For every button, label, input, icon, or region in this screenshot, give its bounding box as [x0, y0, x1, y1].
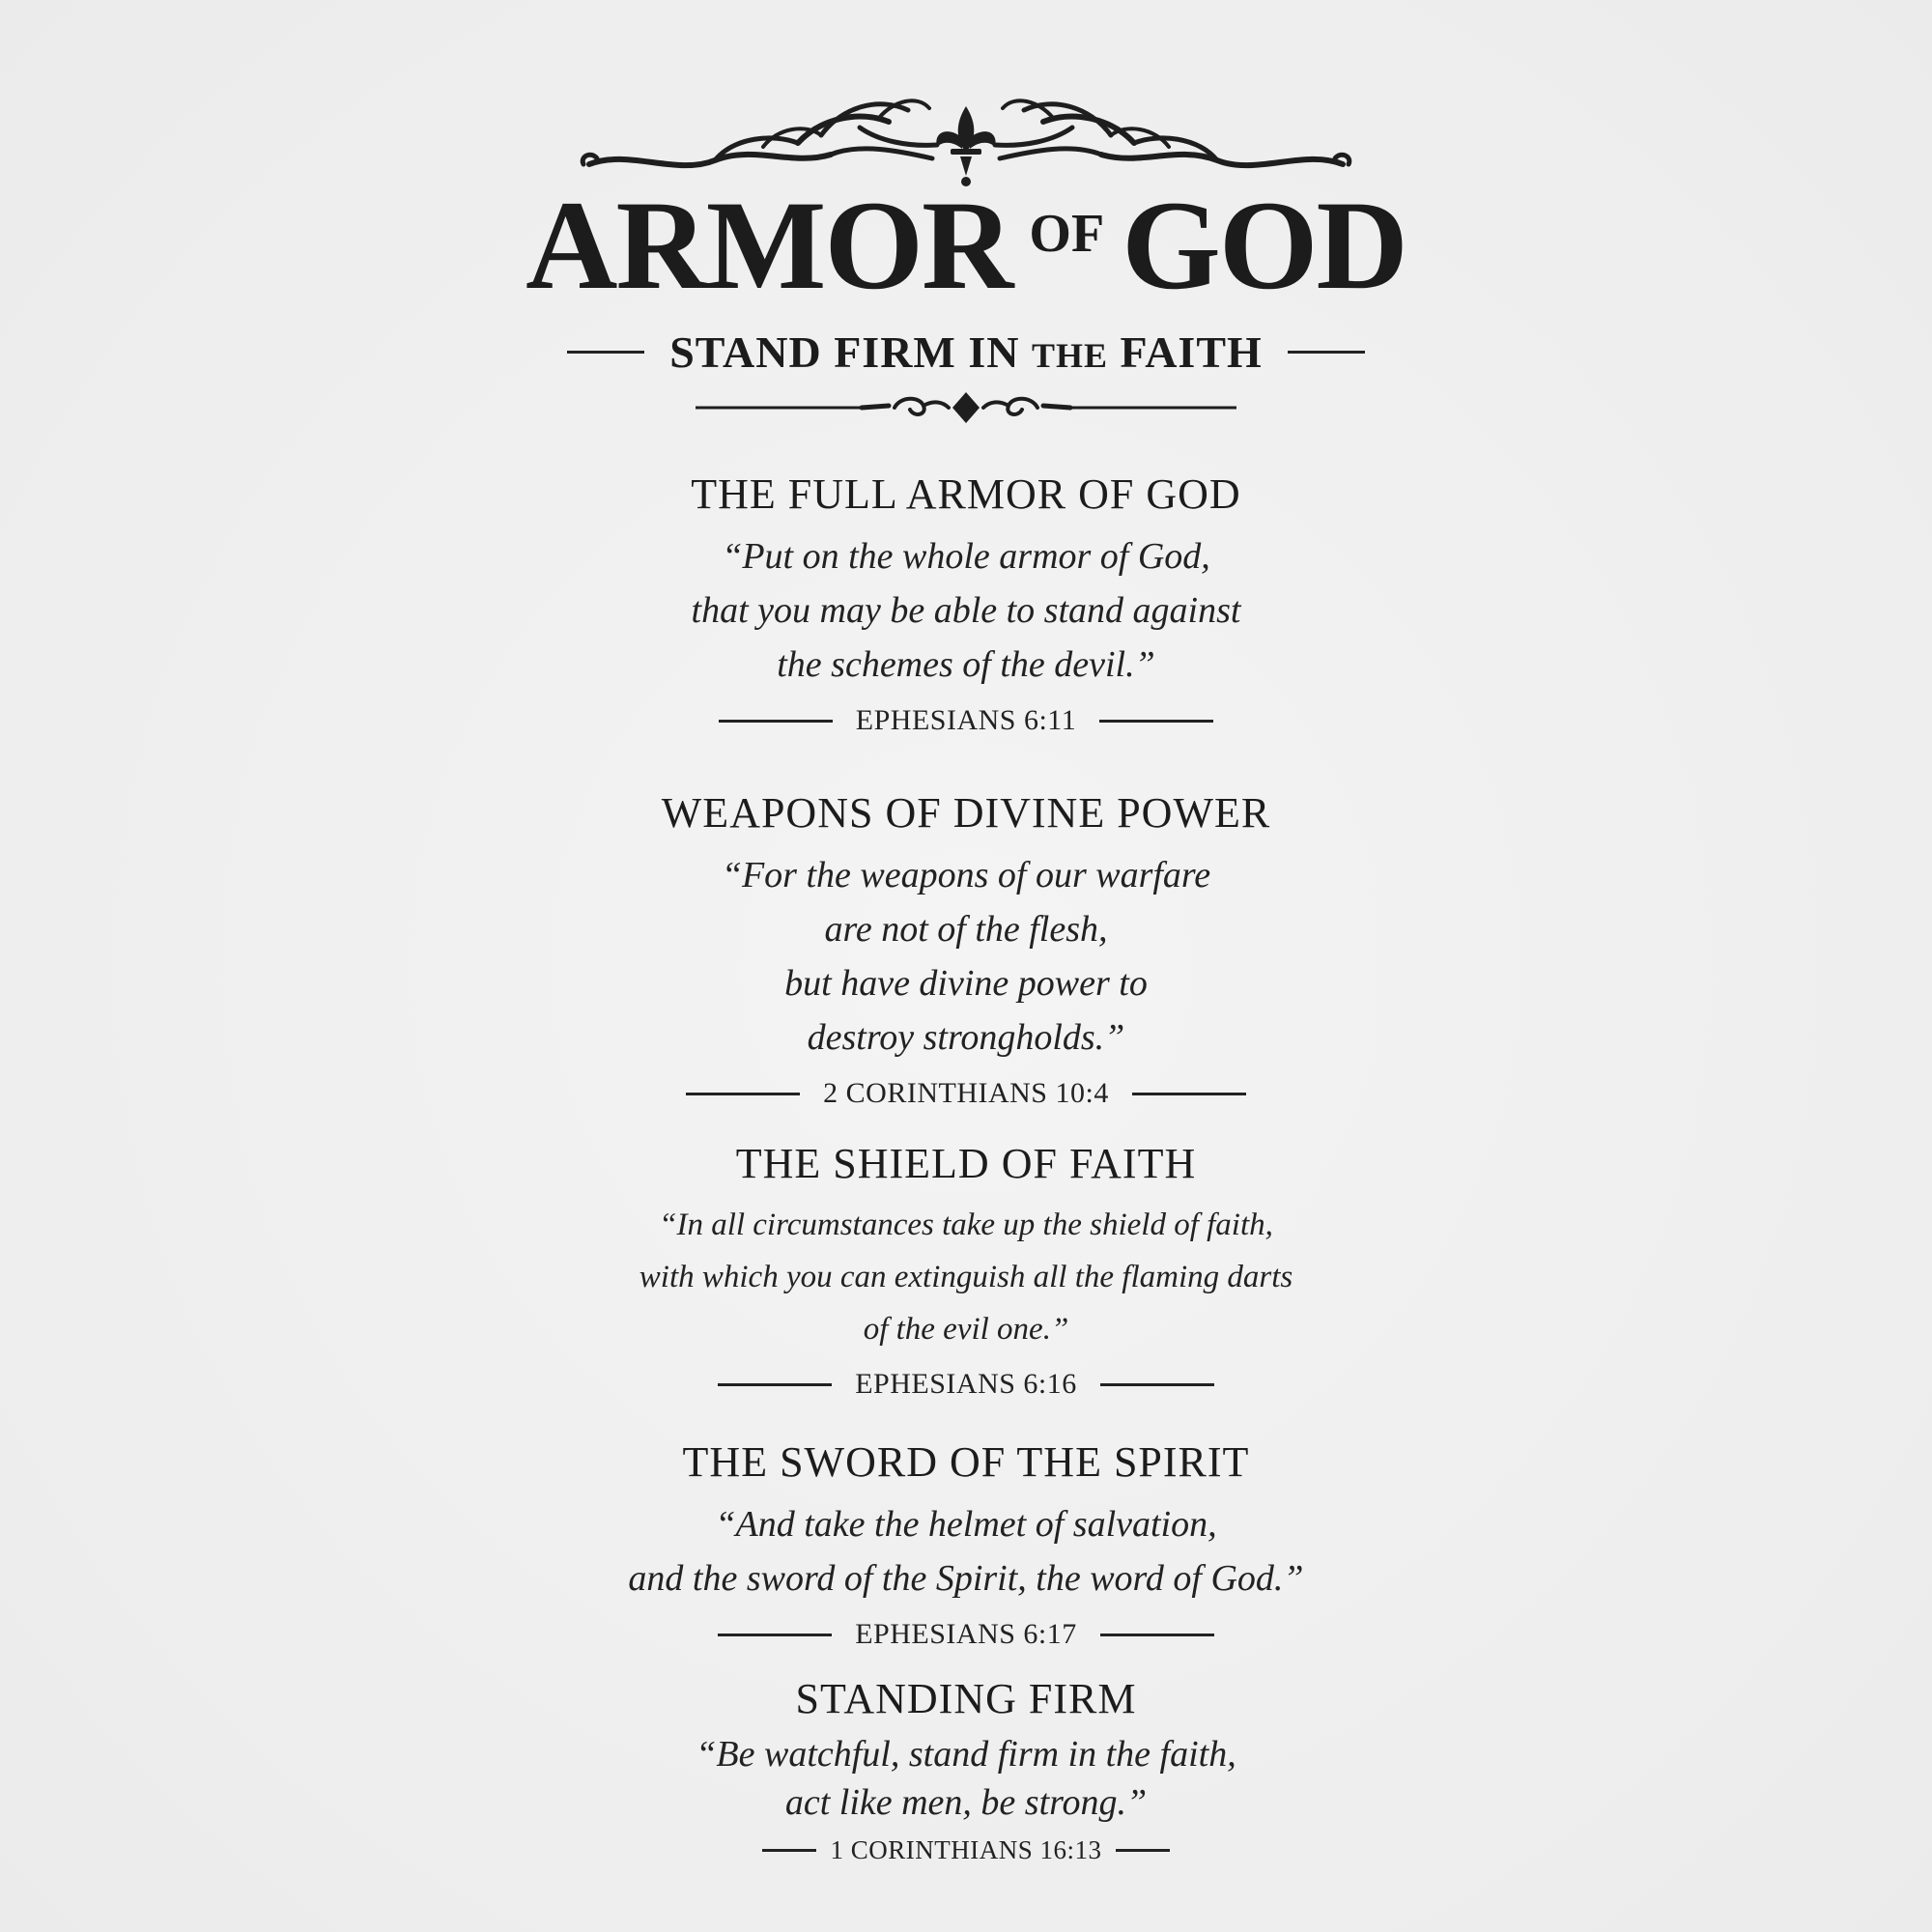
title-part-god: GOD: [1122, 174, 1406, 316]
reference-rule-left: [719, 720, 833, 723]
verse-line: but have divine power to: [784, 963, 1148, 1004]
reference-rule-left: [718, 1383, 832, 1386]
subtitle-part-c: FAITH: [1120, 327, 1263, 377]
reference-row: [386, 1831, 1546, 1869]
verse-line: destroy strongholds.”: [807, 1017, 1125, 1058]
verse-text: [386, 1199, 1546, 1355]
section-heading: THE SHIELD OF FAITH: [735, 1140, 1197, 1187]
reference-row: [386, 1365, 1546, 1404]
reference-rule-left: [686, 1093, 800, 1095]
page-title: [0, 174, 1932, 316]
section-weapons: [386, 789, 1546, 1113]
section-standing-firm: [386, 1675, 1546, 1869]
subtitle-part-a: STAND FIRM IN: [669, 327, 1020, 377]
subtitle-row: [0, 325, 1932, 379]
reference-rule-right: [1100, 1634, 1214, 1636]
reference-rule-left: [762, 1849, 816, 1852]
subtitle-rule-right: [1288, 351, 1365, 354]
verse-text: [386, 848, 1546, 1065]
subtitle-part-b: THE: [1031, 335, 1109, 375]
reference-rule-right: [1132, 1093, 1246, 1095]
section-heading: STANDING FIRM: [795, 1675, 1137, 1722]
reference-rule-right: [1100, 1383, 1214, 1386]
section-heading: WEAPONS OF DIVINE POWER: [661, 789, 1271, 837]
subtitle-rule-left: [567, 351, 644, 354]
verse-line: the schemes of the devil.”: [777, 644, 1155, 685]
section-heading: THE SWORD OF THE SPIRIT: [682, 1438, 1250, 1486]
title-part-armor: ARMOR: [526, 174, 1012, 316]
verse-line: that you may be able to stand against: [691, 590, 1241, 631]
reference-rule-left: [718, 1634, 832, 1636]
reference-row: [386, 701, 1546, 740]
verse-line: act like men, be strong.”: [784, 1782, 1148, 1823]
reference-row: [386, 1074, 1546, 1113]
reference-row: [386, 1615, 1546, 1654]
title-connector-of: OF: [1029, 204, 1105, 264]
verse-text: [386, 529, 1546, 692]
verse-line: “Be watchful, stand firm in the faith,: [696, 1734, 1236, 1775]
verse-line: “Put on the whole armor of God,: [722, 536, 1210, 577]
subtitle: [669, 327, 1263, 378]
section-heading: THE FULL ARMOR OF GOD: [691, 470, 1241, 518]
verse-text: [386, 1730, 1546, 1827]
verse-line: “For the weapons of our warfare: [721, 855, 1211, 895]
section-sword: [386, 1438, 1546, 1654]
verse-line: of the evil one.”: [863, 1312, 1069, 1347]
scripture-reference: 2 CORINTHIANS 10:4: [823, 1077, 1109, 1109]
section-full-armor: [386, 470, 1546, 740]
verse-line: are not of the flesh,: [824, 909, 1108, 950]
diamond-scroll-divider-icon: [696, 388, 1236, 427]
scripture-reference: EPHESIANS 6:16: [855, 1368, 1077, 1400]
scripture-reference: EPHESIANS 6:17: [855, 1618, 1077, 1650]
reference-rule-right: [1099, 720, 1213, 723]
verse-text: [386, 1497, 1546, 1605]
scripture-reference: EPHESIANS 6:11: [855, 704, 1077, 736]
section-shield: [386, 1140, 1546, 1404]
verse-line: “In all circumstances take up the shield of faith,: [659, 1208, 1273, 1242]
scripture-reference: 1 CORINTHIANS 16:13: [830, 1834, 1102, 1864]
verse-line: “And take the helmet of salvation,: [715, 1504, 1217, 1545]
reference-rule-right: [1116, 1849, 1170, 1852]
verse-line: and the sword of the Spirit, the word of God.”: [628, 1558, 1304, 1599]
verse-line: with which you can extinguish all the flaming darts: [639, 1260, 1293, 1294]
